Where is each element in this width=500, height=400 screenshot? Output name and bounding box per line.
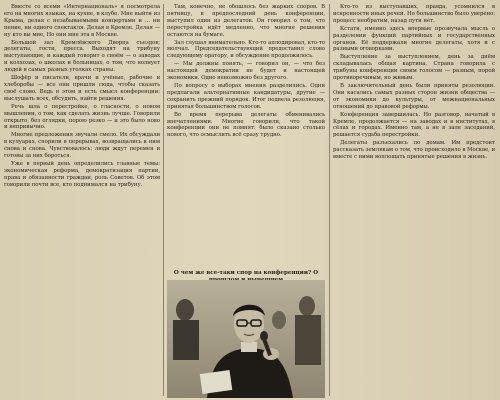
paragraph: Выступление за выступлением, день за днём складывалась общая картина. Страна говорила с трибуны конференции своим голосом — разным, порой противоречивым, но живым.	[333, 54, 495, 82]
paragraph: Делегаты разъехались по домам. Им предстоит рассказать землякам о том, что происходило в Москве, и вместе с ними воплощать принятые решения в жизнь.	[333, 140, 495, 161]
paragraph: Шофёр и писатели, врачи и учёные, рабочие и хлеборобы — все они пришли сюда, чтобы сказать своё слово. Ведь в этом и есть смысл конференции: выслушать всех, обсудить, найти решения.	[4, 75, 160, 102]
paragraph: Уже в первый день определились главные темы: экономическая реформа, демократизация партии, права и обязанности граждан, роль Советов. Об этом говорили почти все, кто поднимался на трибуну.	[4, 160, 160, 188]
column-divider	[163, 4, 164, 396]
paragraph: Во время перерыва делегаты обменивались впечатлениями. Многие говорили, что такой конференции они не помнят: было сказано столько нового, что осмыслить всё сразу трудно.	[167, 111, 325, 139]
paragraph: Речь шла о перестройке, о гласности, о новом мышлении, о том, как сделать жизнь лучше. Говорили открыто, без оглядки, порою резко — и это было ново и непривычно.	[4, 103, 160, 131]
paragraph: Конференция завершилась. Но разговор, начатый в Кремле, продолжается — на заводах и в институтах, в сёлах и городах. Именно там, а не в зале заседаний, решается судьба перестройки.	[333, 111, 495, 139]
paragraph: — Мы должны понять, — говорил он, — что без настоящей демократии не будет и настоящей экономики. Одно невозможно без другого.	[167, 61, 325, 82]
paragraph: Большой зал Кремлёвского Дворца съездов; делегаты, гости, пресса. Выходят на трибуну выступающие, и каждый говорит о своём — о заводах и колхозах, о школах и больницах, о том, что волнует людей в самых разных уголках страны.	[4, 39, 160, 74]
paragraph: Кто-то из выступавших, правда, усомнился в искренности иных речей. Но большинство было уверено: процесс необратим, назад пути нет.	[333, 4, 495, 24]
paragraph: Кстати, именно здесь впервые прозвучала мысль о разделении функций партийных и государственных органов. Её поддержали многие делегаты, хотя и с разными оговорками.	[333, 25, 495, 53]
paragraph: В заключительный день были приняты резолюции. Они касались самых разных сторон жизни общества — от экономики до культуры, от межнациональных отношений до правовой реформы.	[333, 82, 495, 110]
photo-caption: О чем же все-таки спор на конференции? О	[173, 270, 319, 276]
paragraph: Там, конечно, не обошлось без жарких споров. В пятницу, в предпоследний день конференции, выступил один из делегатов. Он говорил о том, что перестройка идёт медленно, что многие решения остаются на бумаге.	[167, 4, 325, 38]
paragraph: Вместе со всеми «Интернациональ» я посмотрела его на многих языках, на кухне, в клубе. Мне выйти из Крыма, делая с незабываемыми концертами и ... ни пение, ни одного спектакля. Делая в Кремле. Делая — ну кто вы мне, Но они мне эта в Москве.	[4, 4, 160, 38]
article-column-middle	[167, 4, 325, 266]
article-column-right	[333, 4, 495, 396]
paragraph: Многие предложения звучали смело. Их обсуждали в кулуарах, спорили в перерывах, возвращались к ним снова и снова. Чувствовалось: люди ждут перемен и готовы за них бороться.	[4, 132, 160, 160]
paragraph: Зал слушал внимательно. Кто-то аплодировал, кто-то молчал. Председательствующий предоставил слово следующему оратору, и обсуждение продолжилось.	[167, 39, 325, 60]
column-divider	[329, 4, 330, 396]
article-column-left	[4, 4, 160, 396]
paragraph: По вопросу о выборах мнения разделились. Одни предлагали альтернативные кандидатуры, другие — сохранить прежний порядок. Итог подвела резолюция, принятая большинством голосов.	[167, 82, 325, 110]
photo-image	[167, 280, 325, 398]
news-photo	[167, 280, 325, 398]
